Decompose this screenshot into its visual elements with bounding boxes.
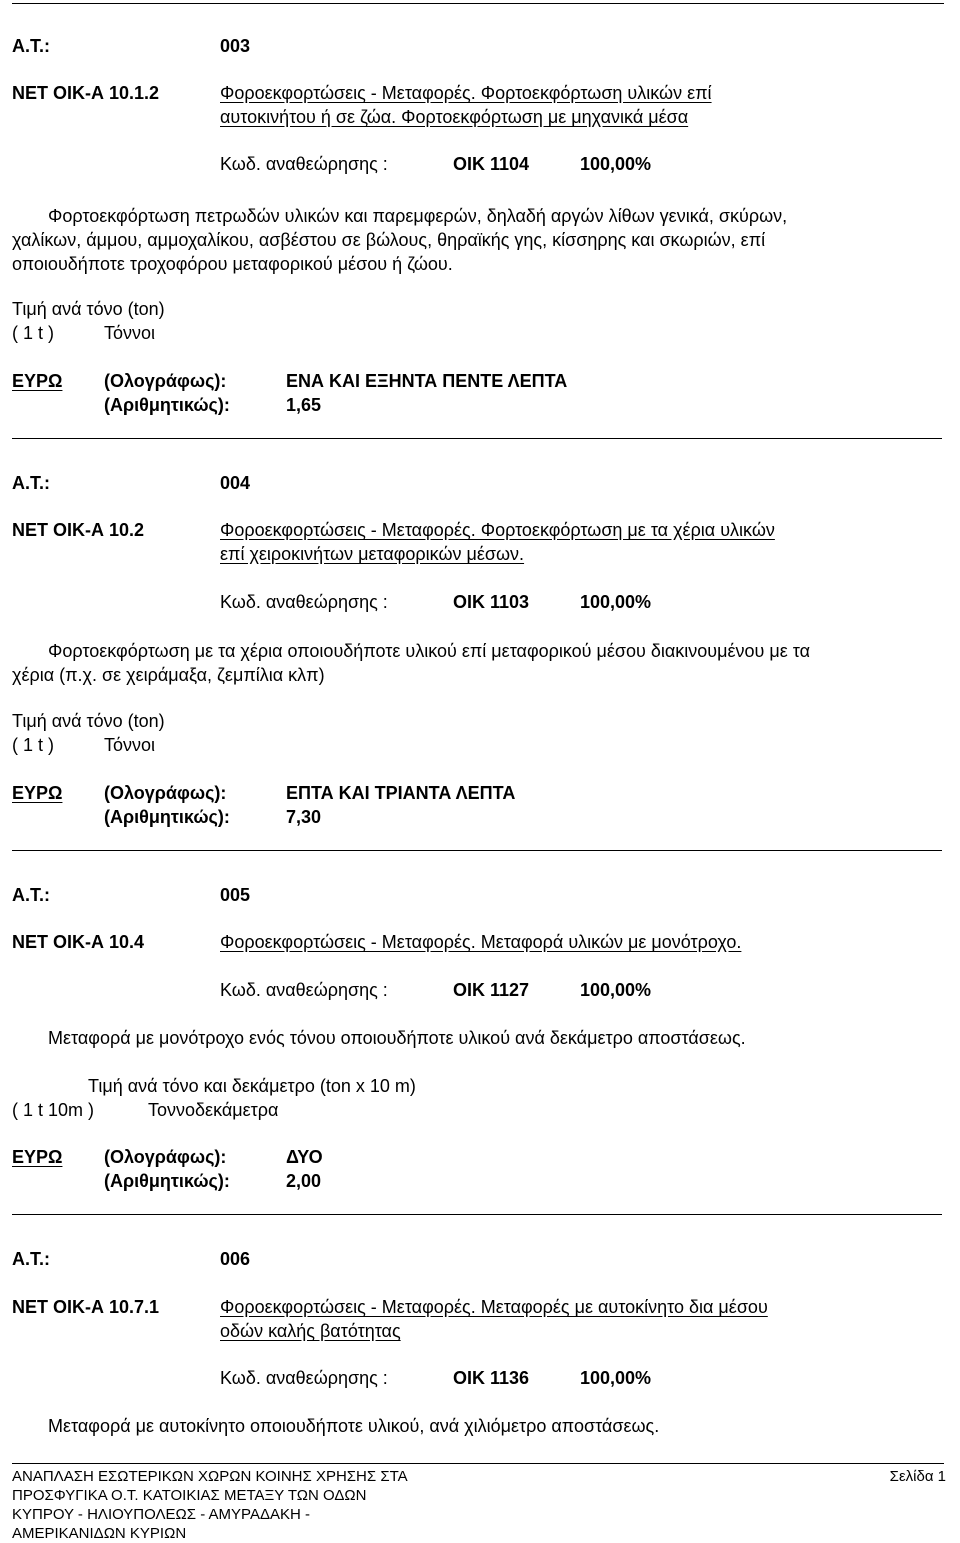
unit-code: ( 1 t 10m ): [12, 1100, 95, 1120]
currency-label: ΕΥΡΩ: [12, 783, 63, 803]
unit-code: ( 1 t ): [12, 735, 55, 755]
price-number: 1,65: [286, 395, 322, 415]
revision-code: ΟΙΚ 1104: [453, 154, 530, 174]
description-line: χέρια (π.χ. σε χειράμαξα, ζεμπίλια κλπ): [12, 665, 325, 685]
currency-label: ΕΥΡΩ: [12, 371, 63, 391]
page-number: Σελίδα 1: [889, 1468, 946, 1485]
description-line: Μεταφορά με αυτοκίνητο οποιουδήποτε υλικού, ανά χιλιόμετρο αποστάσεως.: [48, 1416, 660, 1436]
revision-label: Κωδ. αναθεώρησης :: [220, 592, 388, 612]
currency-label: ΕΥΡΩ: [12, 1147, 63, 1167]
item-code: ΝΕΤ ΟΙΚ-Α 10.1.2: [12, 83, 160, 103]
item-title-line: οδών καλής βατότητας: [220, 1321, 401, 1341]
item-title-line: Φοροεκφορτώσεις - Μεταφορές. Μεταφορά υλικών με μονότροχο.: [220, 932, 742, 952]
unit-name: Τόννοι: [104, 323, 156, 343]
revision-percent: 100,00%: [580, 1368, 652, 1388]
item-title-line: αυτοκινήτου ή σε ζώα. Φορτοεκφόρτωση με μηχανικά μέσα: [220, 107, 689, 127]
price-number-label: (Αριθμητικώς):: [104, 1171, 230, 1191]
footer-project-line: ΑΝΑΠΛΑΣΗ ΕΣΩΤΕΡΙΚΩΝ ΧΩΡΩΝ ΚΟΙΝΗΣ ΧΡΗΣΗΣ ΣΤΑ: [12, 1468, 408, 1485]
top-rule: [12, 3, 944, 4]
revision-label: Κωδ. αναθεώρησης :: [220, 980, 388, 1000]
at-label: Α.Τ.:: [12, 1249, 51, 1269]
description-line: οποιουδήποτε τροχοφόρου μεταφορικού μέσου ή ζώου.: [12, 254, 453, 274]
item-code: ΝΕΤ ΟΙΚ-Α 10.7.1: [12, 1297, 160, 1317]
unit-label: Τιμή ανά τόνο και δεκάμετρο (ton x 10 m): [88, 1076, 416, 1096]
item-title-line: Φοροεκφορτώσεις - Μεταφορές. Φορτοεκφόρτωση με τα χέρια υλικών: [220, 520, 775, 540]
unit-label: Τιμή ανά τόνο (ton): [12, 711, 165, 731]
revision-code: ΟΙΚ 1136: [453, 1368, 530, 1388]
price-words-label: (Ολογράφως):: [104, 783, 227, 803]
price-words: ΔΥΟ: [286, 1147, 323, 1167]
description-line: χαλίκων, άμμου, αμμοχαλίκου, ασβέστου σε βώλους, θηραϊκής γης, κίσσηρης και σκωριών, επί: [12, 230, 766, 250]
at-label: Α.Τ.:: [12, 36, 51, 56]
price-words: ΕΠΤΑ ΚΑΙ ΤΡΙΑΝΤΑ ΛΕΠΤΑ: [286, 783, 516, 803]
unit-label: Τιμή ανά τόνο (ton): [12, 299, 165, 319]
at-number: 004: [220, 473, 251, 493]
at-label: Α.Τ.:: [12, 473, 51, 493]
revision-code: ΟΙΚ 1127: [453, 980, 530, 1000]
item-code: ΝΕΤ ΟΙΚ-Α 10.2: [12, 520, 145, 540]
revision-percent: 100,00%: [580, 154, 652, 174]
price-words-label: (Ολογράφως):: [104, 371, 227, 391]
price-words-label: (Ολογράφως):: [104, 1147, 227, 1167]
section-divider: [12, 438, 942, 439]
footer-project-line: ΠΡΟΣΦΥΓΙΚΑ Ο.Τ. ΚΑΤΟΙΚΙΑΣ ΜΕΤΑΞΥ ΤΩΝ ΟΔΩΝ: [12, 1487, 367, 1504]
footer-project-line: ΑΜΕΡΙΚΑΝΙΔΩΝ ΚΥΡΙΩΝ: [12, 1525, 187, 1542]
revision-label: Κωδ. αναθεώρησης :: [220, 1368, 388, 1388]
footer-rule: [12, 1463, 944, 1464]
price-number: 2,00: [286, 1171, 322, 1191]
revision-code: ΟΙΚ 1103: [453, 592, 530, 612]
item-title-line: Φοροεκφορτώσεις - Μεταφορές. Μεταφορές με αυτοκίνητο δια μέσου: [220, 1297, 768, 1317]
at-number: 005: [220, 885, 251, 905]
section-divider: [12, 850, 942, 851]
revision-percent: 100,00%: [580, 592, 652, 612]
description-line: Μεταφορά με μονότροχο ενός τόνου οποιουδήποτε υλικού ανά δεκάμετρο αποστάσεως.: [48, 1028, 746, 1048]
description-line: Φορτοεκφόρτωση με τα χέρια οποιουδήποτε υλικού επί μεταφορικού μέσου διακινουμένου με τα: [48, 641, 811, 661]
description-line: Φορτοεκφόρτωση πετρωδών υλικών και παρεμφερών, δηλαδή αργών λίθων γενικά, σκύρων,: [48, 206, 788, 226]
section-divider: [12, 1214, 942, 1215]
price-number-label: (Αριθμητικώς):: [104, 395, 230, 415]
revision-percent: 100,00%: [580, 980, 652, 1000]
unit-name: Τόννοι: [104, 735, 156, 755]
unit-name: Τοννοδεκάμετρα: [148, 1100, 279, 1120]
revision-label: Κωδ. αναθεώρησης :: [220, 154, 388, 174]
price-words: ΕΝΑ ΚΑΙ ΕΞΗΝΤΑ ΠΕΝΤΕ ΛΕΠΤΑ: [286, 371, 568, 391]
price-number: 7,30: [286, 807, 322, 827]
unit-code: ( 1 t ): [12, 323, 55, 343]
price-number-label: (Αριθμητικώς):: [104, 807, 230, 827]
at-number: 006: [220, 1249, 251, 1269]
at-label: Α.Τ.:: [12, 885, 51, 905]
item-code: ΝΕΤ ΟΙΚ-Α 10.4: [12, 932, 145, 952]
item-title-line: Φοροεκφορτώσεις - Μεταφορές. Φορτοεκφόρτωση υλικών επί: [220, 83, 712, 103]
at-number: 003: [220, 36, 251, 56]
footer-project-line: ΚΥΠΡΟΥ - ΗΛΙΟΥΠΟΛΕΩΣ - ΑΜΥΡΑΔΑΚΗ -: [12, 1506, 310, 1523]
item-title-line: επί χειροκινήτων μεταφορικών μέσων.: [220, 544, 525, 564]
